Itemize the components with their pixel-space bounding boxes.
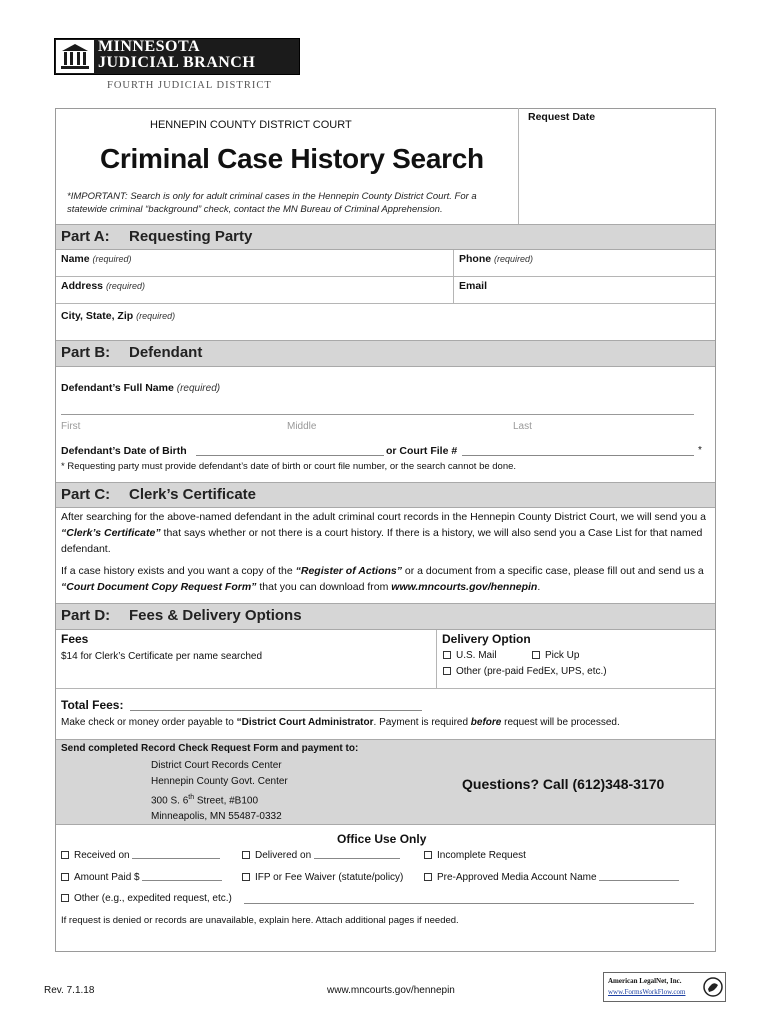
mailing-address — [151, 758, 288, 825]
emphasis: “Court Document Copy Request Form” — [61, 581, 257, 593]
required-tag: (required) — [176, 383, 221, 394]
name-field[interactable] — [61, 253, 132, 265]
register-paragraph — [61, 563, 711, 595]
section-title: Clerk’s Certificate — [129, 486, 257, 503]
email-field[interactable] — [459, 280, 487, 292]
section-title: Fees & Delivery Options — [129, 607, 302, 624]
amount-paid-input[interactable] — [142, 872, 222, 881]
important-note: *IMPORTANT: Search is only for adult criminal cases in the Hennepin County District Court. For a statewide criminal “background” check, contact the MN Bureau of Criminal Apprehension. — [67, 191, 477, 215]
phone-field[interactable] — [459, 253, 533, 265]
text: or a document from a specific case, please fill out and send us a — [402, 565, 704, 577]
city-label: City, State, Zip — [61, 310, 134, 322]
questions-phone: Questions? Call (612)348-3170 — [462, 776, 665, 792]
option-label: Other (pre-paid FedEx, UPS, etc.) — [456, 666, 607, 677]
checkbox[interactable] — [242, 851, 250, 859]
checkbox[interactable] — [61, 873, 69, 881]
text: . Payment is required — [373, 717, 471, 728]
option-label: Other (e.g., expedited request, etc.) — [74, 893, 232, 904]
divider — [56, 276, 715, 277]
received-on-input[interactable] — [132, 850, 220, 859]
court-file-label: or Court File # — [386, 445, 458, 457]
org-line-1: MINNESOTA — [98, 38, 200, 55]
page-title: Criminal Case History Search — [100, 143, 484, 174]
denied-note: If request is denied or records are unavailable, explain here. Attach additional pages if needed. — [61, 915, 459, 926]
defendant-name-label — [61, 382, 220, 394]
footer-url[interactable]: www.mncourts.gov/hennepin — [327, 985, 455, 996]
address-line — [151, 790, 288, 809]
section-header-part-d — [56, 603, 715, 630]
media-account-input[interactable] — [599, 872, 679, 881]
revision: Rev. 7.1.18 — [44, 985, 95, 996]
defendant-name-input-line[interactable] — [61, 414, 694, 415]
legalnet-badge — [603, 972, 726, 1002]
brand-link[interactable]: www.FormsWorkFlow.com — [608, 988, 686, 996]
send-heading: Send completed Record Check Request Form and payment to: — [61, 743, 359, 754]
ifp-option[interactable] — [242, 872, 403, 883]
section-header-part-a — [56, 224, 715, 250]
address-line: Hennepin County Govt. Center — [151, 776, 288, 787]
other-request-input[interactable] — [244, 895, 694, 904]
section-title: Requesting Party — [129, 228, 253, 245]
option-label: U.S. Mail — [456, 650, 497, 661]
text: that says whether or not there is a court history. If there is a history, we will also send you a Case List for that named defendant. — [61, 527, 703, 555]
name-label: Name — [61, 253, 90, 265]
section-header-part-c — [56, 482, 715, 508]
superscript: th — [188, 794, 195, 801]
option-label: Delivered on — [255, 850, 312, 861]
brand-name: American LegalNet, Inc. — [608, 977, 682, 985]
dob-input[interactable] — [196, 446, 384, 456]
checkbox[interactable] — [242, 873, 250, 881]
last-name-hint: Last — [513, 421, 532, 432]
divider — [436, 630, 437, 688]
checkbox[interactable] — [443, 667, 451, 675]
required-tag: (required) — [92, 254, 132, 264]
district-name: FOURTH JUDICIAL DISTRICT — [107, 80, 272, 91]
emphasis: before — [470, 717, 502, 728]
option-label: IFP or Fee Waiver (statute/policy) — [255, 872, 404, 883]
dob-label: Defendant’s Date of Birth — [61, 445, 187, 457]
checkbox[interactable] — [61, 894, 69, 902]
text: 300 S. 6 — [151, 795, 189, 807]
mncourts-link[interactable]: www.mncourts.gov/hennepin — [391, 581, 538, 593]
first-name-hint: First — [61, 421, 81, 432]
emphasis: “Clerk’s Certificate” — [61, 527, 161, 539]
delivered-on-option[interactable] — [242, 850, 400, 861]
divider — [518, 108, 519, 225]
option-label: Pre-Approved Media Account Name — [437, 872, 597, 883]
address-line: District Court Records Center — [151, 760, 282, 771]
address-field[interactable] — [61, 280, 145, 292]
payable-note — [61, 717, 620, 728]
full-name-label: Defendant’s Full Name — [61, 382, 174, 394]
us-mail-option[interactable] — [443, 650, 497, 661]
courthouse-icon — [56, 40, 94, 73]
delivered-on-input[interactable] — [314, 850, 400, 859]
org-line-2: JUDICIAL BRANCH — [98, 54, 256, 71]
office-use-title: Office Use Only — [337, 832, 427, 846]
checkbox[interactable] — [424, 851, 432, 859]
dob-note: * Requesting party must provide defendant’s date of birth or court file number, or the search cannot be done. — [61, 461, 517, 472]
part-label: Part D: — [61, 607, 111, 624]
required-tag: (required) — [136, 311, 176, 321]
text: Make check or money order payable to — [61, 717, 237, 728]
section-title: Defendant — [129, 344, 203, 361]
option-label: Received on — [74, 850, 130, 861]
certificate-paragraph — [61, 509, 711, 557]
middle-name-hint: Middle — [287, 421, 317, 432]
text: request will be processed. — [501, 717, 620, 728]
text: that you can download from — [256, 581, 392, 593]
required-tag: (required) — [494, 254, 534, 264]
checkbox[interactable] — [61, 851, 69, 859]
fees-heading: Fees — [61, 632, 89, 646]
request-date-label: Request Date — [528, 111, 596, 123]
text: Street, #B100 — [194, 795, 259, 807]
fee-text: $14 for Clerk’s Certificate per name searched — [61, 651, 263, 662]
media-account-option[interactable] — [424, 872, 679, 883]
other-request-option[interactable] — [61, 893, 232, 904]
city-field[interactable] — [61, 310, 175, 322]
total-fees-label: Total Fees: — [61, 698, 124, 712]
legalnet-logo-icon — [703, 977, 723, 997]
text: After searching for the above-named defendant in the adult criminal court records in the Hennepin County District Court, we will send you a — [61, 511, 706, 523]
checkbox[interactable] — [443, 651, 451, 659]
checkbox[interactable] — [532, 651, 540, 659]
incomplete-request-option[interactable] — [424, 850, 526, 861]
divider — [56, 303, 715, 304]
option-label: Incomplete Request — [437, 850, 526, 861]
asterisk: * — [698, 445, 702, 456]
part-label: Part A: — [61, 228, 110, 245]
option-label: Pick Up — [545, 650, 580, 661]
received-on-option[interactable] — [61, 850, 220, 861]
text: . — [537, 581, 541, 593]
court-file-input[interactable] — [462, 446, 694, 456]
address-label: Address — [61, 280, 104, 292]
text: If a case history exists and you want a copy of the — [61, 565, 296, 577]
section-header-part-b — [56, 340, 715, 367]
court-name: HENNEPIN COUNTY DISTRICT COURT — [150, 119, 352, 131]
other-delivery-option[interactable] — [443, 666, 607, 677]
option-label: Amount Paid $ — [74, 872, 140, 883]
part-label: Part C: — [61, 486, 111, 503]
delivery-heading: Delivery Option — [442, 632, 531, 646]
phone-label: Phone — [459, 253, 492, 265]
email-label: Email — [459, 280, 488, 292]
address-line: Minneapolis, MN 55487-0332 — [151, 811, 282, 823]
divider — [56, 688, 715, 689]
amount-paid-option[interactable] — [61, 872, 222, 883]
emphasis: “District Court Administrator — [236, 717, 374, 728]
required-tag: (required) — [105, 281, 145, 291]
total-fees-input[interactable] — [130, 700, 422, 711]
part-label: Part B: — [61, 344, 111, 361]
emphasis: “Register of Actions” — [295, 565, 402, 577]
pick-up-option[interactable] — [532, 650, 579, 661]
checkbox[interactable] — [424, 873, 432, 881]
org-name — [98, 39, 255, 71]
